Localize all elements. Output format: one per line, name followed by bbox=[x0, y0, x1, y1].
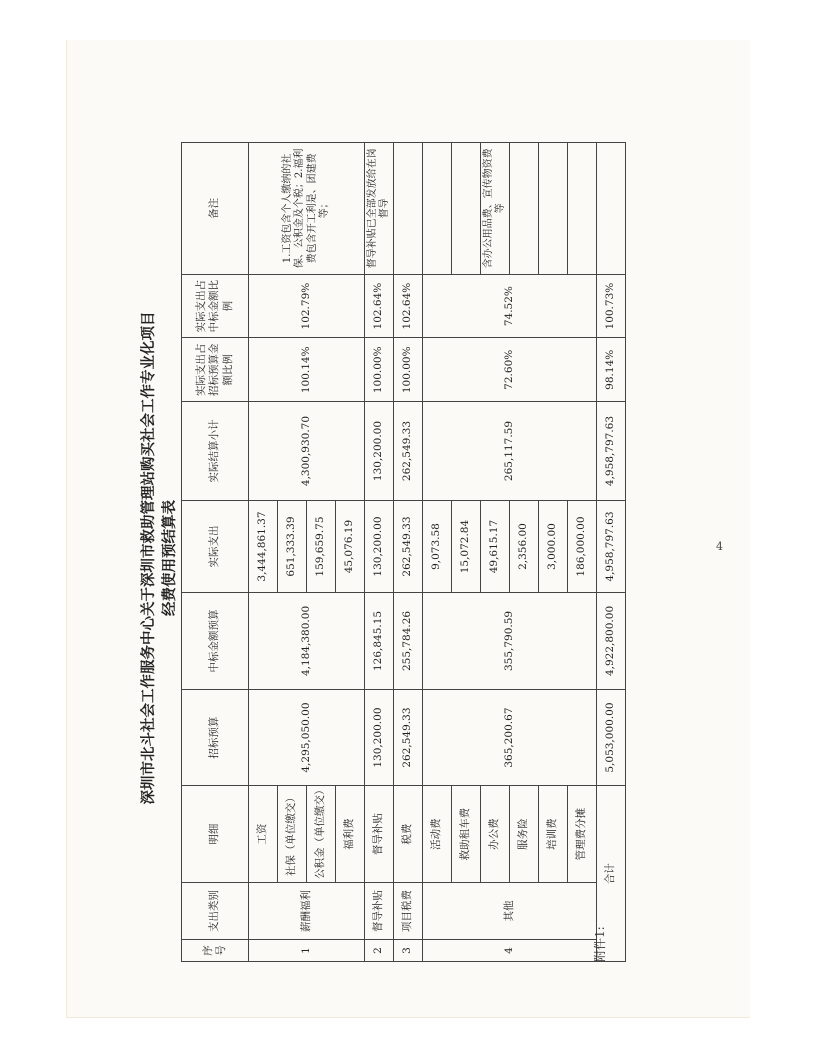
header-tender-budget: 招标预算 bbox=[182, 689, 249, 786]
cell-detail: 救助租车费 bbox=[452, 786, 481, 883]
cell-ratio-tender: 72.60% bbox=[423, 338, 597, 402]
cell-detail: 管理费分摊 bbox=[568, 786, 597, 883]
cell-tender: 365,200.67 bbox=[423, 689, 597, 786]
cell-remark bbox=[539, 143, 568, 275]
cell-remark bbox=[510, 143, 539, 275]
cell-tender: 5,053,000.00 bbox=[597, 689, 626, 786]
cell-bid: 4,922,800.00 bbox=[597, 593, 626, 690]
header-seq: 序号 bbox=[182, 940, 249, 962]
cell-actual: 9,073.58 bbox=[423, 500, 452, 592]
cell-tender: 262,549.33 bbox=[394, 689, 423, 786]
cell-category: 项目税费 bbox=[394, 882, 423, 939]
total-row bbox=[597, 143, 626, 962]
cell-detail: 税费 bbox=[394, 786, 423, 883]
cell-detail: 福利费 bbox=[336, 786, 365, 883]
cell-detail: 社保（单位缴交） bbox=[278, 786, 307, 883]
cell-ratio-tender: 100.00% bbox=[394, 338, 423, 402]
cell-tender: 4,295,050.00 bbox=[249, 689, 365, 786]
cell-ratio-bid: 74.52% bbox=[423, 274, 597, 338]
table-row bbox=[510, 143, 539, 962]
header-ratio-tender: 实际支出占招标预算金额比例 bbox=[182, 338, 249, 402]
table-row bbox=[539, 143, 568, 962]
cell-seq: 3 bbox=[394, 940, 423, 962]
header-remark: 备注 bbox=[182, 143, 249, 275]
cell-remark: 1.工资包含个人缴纳的社保、公积金及个税；2.福利费包含开工利是、团建费等； bbox=[249, 143, 365, 275]
table-row bbox=[423, 143, 452, 962]
cell-actual: 186,000.00 bbox=[568, 500, 597, 592]
cell-subtotal: 130,200.00 bbox=[365, 402, 394, 501]
cell-bid: 355,790.59 bbox=[423, 593, 597, 690]
cell-subtotal: 262,549.33 bbox=[394, 402, 423, 501]
header-row bbox=[182, 143, 249, 962]
cell-remark bbox=[452, 143, 481, 275]
cell-bid: 255,784.26 bbox=[394, 593, 423, 690]
table-row bbox=[394, 143, 423, 962]
table-row bbox=[568, 143, 597, 962]
table-row bbox=[481, 143, 510, 962]
cell-actual: 3,444,861.37 bbox=[249, 500, 278, 592]
cell-detail: 活动费 bbox=[423, 786, 452, 883]
cell-detail: 服务险 bbox=[510, 786, 539, 883]
header-actual-subtotal: 实际结算小计 bbox=[182, 402, 249, 501]
cell-remark bbox=[394, 143, 423, 275]
cell-actual: 130,200.00 bbox=[365, 500, 394, 592]
cell-category: 其他 bbox=[423, 882, 597, 939]
landscape-frame bbox=[133, 146, 683, 970]
header-ratio-bid: 实际支出占中标金额比例 bbox=[182, 274, 249, 338]
table-row bbox=[452, 143, 481, 962]
annex-label: 附件1: bbox=[593, 926, 607, 962]
table-row bbox=[365, 143, 394, 962]
cell-remark bbox=[568, 143, 597, 275]
page-number: 4 bbox=[716, 540, 723, 553]
header-bid-budget: 中标金额预算 bbox=[182, 593, 249, 690]
header-detail: 明细 bbox=[182, 786, 249, 883]
cell-remark: 督导补贴已全部发放给在岗督导 bbox=[365, 143, 394, 275]
cell-bid: 4,184,380.00 bbox=[249, 593, 365, 690]
cell-ratio-bid: 102.79% bbox=[249, 274, 365, 338]
cell-ratio-bid: 102.64% bbox=[394, 274, 423, 338]
cell-tender: 130,200.00 bbox=[365, 689, 394, 786]
budget-table bbox=[181, 142, 626, 962]
cell-remark-office: 含办公用品费、宣传物资费等 bbox=[481, 143, 510, 275]
cell-actual: 651,333.39 bbox=[278, 500, 307, 592]
cell-actual: 49,615.17 bbox=[481, 500, 510, 592]
cell-detail: 办公费 bbox=[481, 786, 510, 883]
cell-remark bbox=[597, 143, 626, 275]
cell-category: 督导补贴 bbox=[365, 882, 394, 939]
cell-detail: 工资 bbox=[249, 786, 278, 883]
document-subtitle: 经费使用预结算表 bbox=[162, 500, 178, 616]
cell-subtotal: 4,958,797.63 bbox=[597, 402, 626, 501]
cell-actual: 262,549.33 bbox=[394, 500, 423, 592]
cell-ratio-bid: 100.73% bbox=[597, 274, 626, 338]
rotated-content bbox=[0, 148, 816, 962]
cell-seq: 1 bbox=[249, 940, 365, 962]
cell-total-label: 合计 bbox=[597, 786, 626, 962]
cell-ratio-tender: 100.14% bbox=[249, 338, 365, 402]
cell-detail: 督导补贴 bbox=[365, 786, 394, 883]
document-title: 深圳市北斗社会工作服务中心关于深圳市救助管理站购买社会工作专业化项目 bbox=[141, 311, 157, 805]
header-actual-spend: 实际支出 bbox=[182, 500, 249, 592]
cell-detail: 公积金（单位缴交） bbox=[307, 786, 336, 883]
cell-subtotal: 265,117.59 bbox=[423, 402, 597, 501]
cell-ratio-tender: 98.14% bbox=[597, 338, 626, 402]
cell-actual: 45,076.19 bbox=[336, 500, 365, 592]
cell-category: 薪酬福利 bbox=[249, 882, 365, 939]
cell-ratio-bid: 102.64% bbox=[365, 274, 394, 338]
header-category: 支出类别 bbox=[182, 882, 249, 939]
cell-actual: 15,072.84 bbox=[452, 500, 481, 592]
cell-seq: 2 bbox=[365, 940, 394, 962]
cell-actual: 3,000.00 bbox=[539, 500, 568, 592]
cell-actual: 4,958,797.63 bbox=[597, 500, 626, 592]
cell-seq: 4 bbox=[423, 940, 597, 962]
cell-actual: 2,356.00 bbox=[510, 500, 539, 592]
cell-actual: 159,659.75 bbox=[307, 500, 336, 592]
cell-subtotal: 4,300,930.70 bbox=[249, 402, 365, 501]
cell-remark bbox=[423, 143, 452, 275]
table-row bbox=[249, 143, 278, 962]
cell-ratio-tender: 100.00% bbox=[365, 338, 394, 402]
cell-detail: 培训费 bbox=[539, 786, 568, 883]
cell-bid: 126,845.15 bbox=[365, 593, 394, 690]
